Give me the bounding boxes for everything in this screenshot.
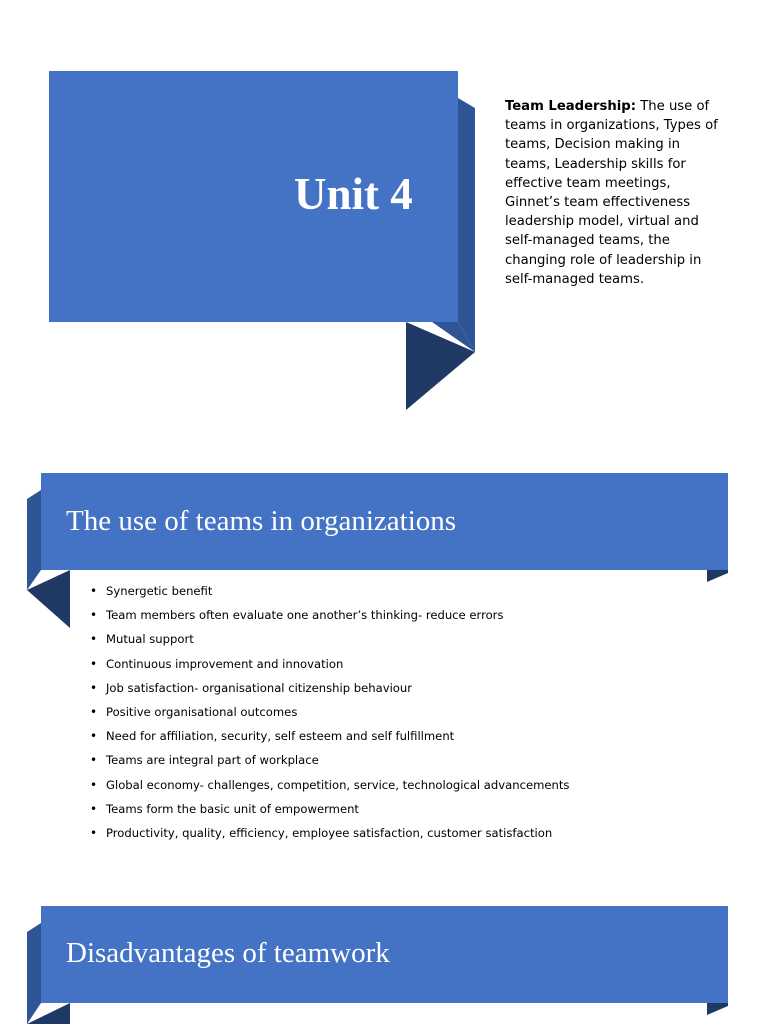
list-item: • Teams are integral part of workplace <box>90 751 569 775</box>
list-item: • Positive organisational outcomes <box>90 703 569 727</box>
section-title: Disadvantages of teamwork <box>66 937 390 969</box>
list-item: • Mutual support <box>90 630 569 654</box>
list-item: • Continuous improvement and innovation <box>90 655 569 679</box>
list-item: • Team members often evaluate one another’s thinking- reduce errors <box>90 606 569 630</box>
description-heading: Team Leadership: <box>505 99 637 114</box>
list-item: • Job satisfaction- organisational citizenship behaviour <box>90 679 569 703</box>
unit-title: Unit 4 <box>294 169 413 219</box>
list-item: • Synergetic benefit <box>90 582 569 606</box>
description-text: The use of teams in organizations, Types of teams, Decision making in teams, Leadership skills for effective team meetings, Ginnet’s team effectiveness leadership model, virtual and self-managed teams, the changing role of leadership in self-managed teams. <box>505 99 718 287</box>
list-item: • Need for affiliation, security, self esteem and self fulfillment <box>90 727 569 751</box>
section-title: The use of teams in organizations <box>66 505 457 537</box>
list-item: • Productivity, quality, efficiency, employee satisfaction, customer satisfaction <box>90 824 569 848</box>
list-item: • Teams form the basic unit of empowerment <box>90 800 569 824</box>
list-item: • Global economy- challenges, competition, service, technological advancements <box>90 776 569 800</box>
